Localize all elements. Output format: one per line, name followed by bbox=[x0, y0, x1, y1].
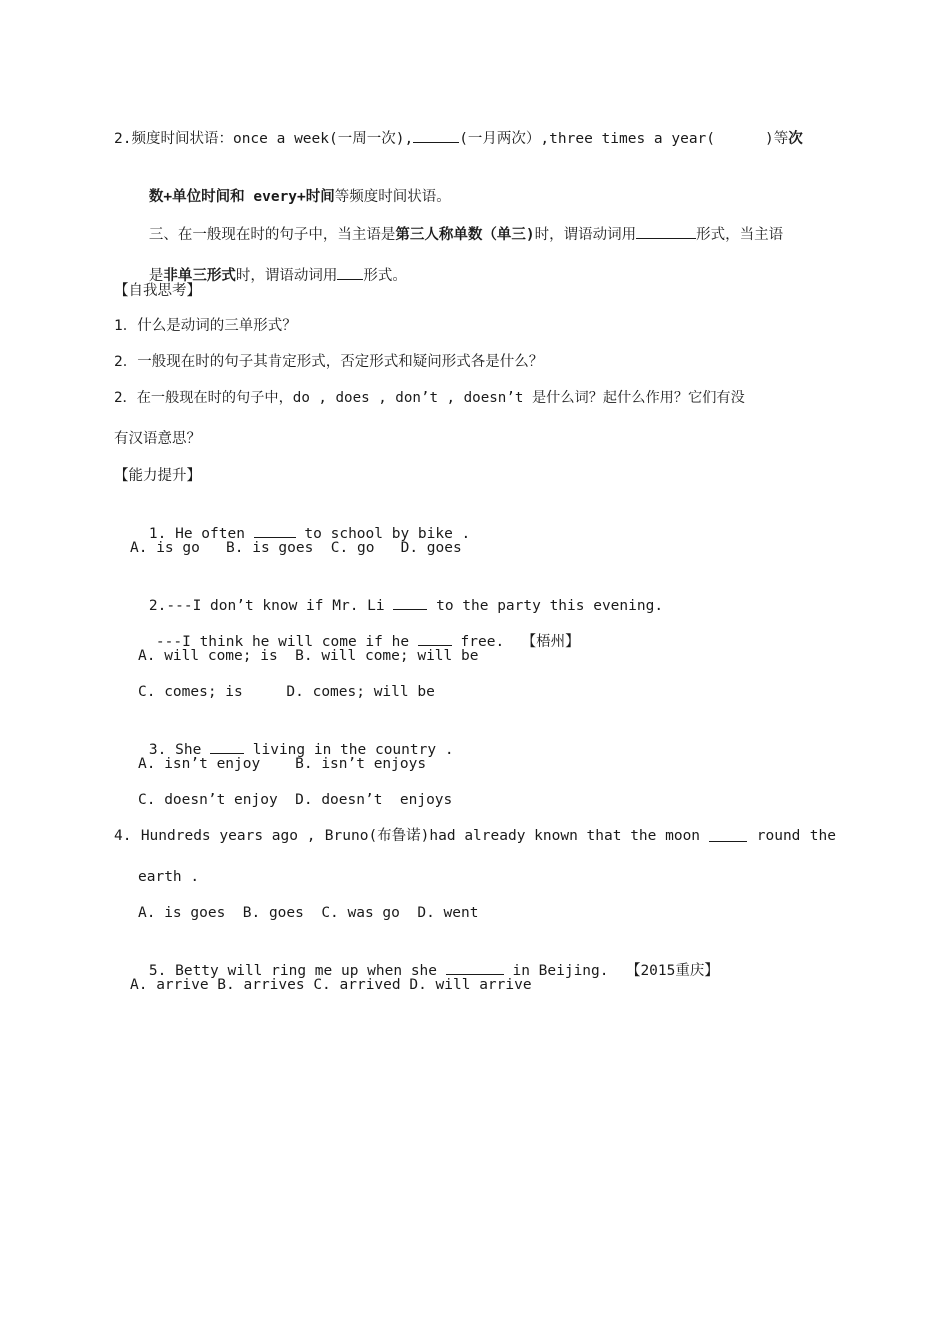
q2-l1-post: to the party this evening. bbox=[427, 598, 664, 614]
item2-mid2: )等 bbox=[765, 131, 789, 147]
ability-q2-options2: C. comes; is D. comes; will be bbox=[138, 684, 435, 700]
blank bbox=[418, 630, 452, 646]
item3-mid: 时，谓语动词用 bbox=[534, 227, 637, 243]
self-think-q3-line1: 2．在一般现在时的句子中，do , does , don’t , doesn’t 是什么词？起什么作用？它们有没 bbox=[114, 390, 745, 406]
blank bbox=[446, 959, 504, 975]
item3-l2-bold: 非单三形式 bbox=[163, 268, 236, 284]
ability-q3-options1: A. isn’t enjoy B. isn’t enjoys bbox=[138, 756, 427, 772]
ability-heading: 【能力提升】 bbox=[114, 468, 201, 484]
item3-rest: 形式，当主语 bbox=[696, 227, 784, 243]
ability-q4-options: A. is goes B. goes C. was go D. went bbox=[138, 905, 479, 921]
q4-part-e: the bbox=[809, 828, 836, 844]
self-think-q2: 2．一般现在时的句子其肯定形式，否定形式和疑问形式各是什么？ bbox=[114, 354, 544, 370]
blank bbox=[413, 127, 459, 143]
self-think-heading: 【自我思考】 bbox=[114, 283, 201, 299]
ability-q5-options: A. arrive B. arrives C. arrived D. will arrive bbox=[130, 977, 532, 993]
item2-rest: 等频度时间状语。 bbox=[334, 189, 451, 205]
item3-l2-prefix: 是 bbox=[148, 268, 164, 284]
grammar-item2-text bbox=[114, 127, 803, 149]
blank bbox=[393, 594, 427, 610]
grammar-item2-line1 bbox=[114, 127, 836, 149]
blank bbox=[636, 223, 696, 239]
item2-prefix: 2.频度时间状语：once a week(一周一次), bbox=[114, 131, 414, 147]
item2-bold: 数+单位时间和 every+时间 bbox=[148, 189, 335, 205]
q4-part-d: round bbox=[756, 828, 801, 844]
ability-q4-line1 bbox=[114, 826, 836, 846]
ability-q1-options: A. is go B. is goes C. go D. goes bbox=[130, 540, 462, 556]
q5-post: in Beijing. 【2015重庆】 bbox=[503, 963, 719, 979]
ability-q2-options1: A. will come; is B. will come; will be bbox=[138, 648, 479, 664]
q5-pre: 5. Betty will ring me up when she bbox=[148, 963, 446, 979]
q4-part-b: Hundreds years ago , bbox=[140, 828, 316, 844]
item3-l2-mid: 时，谓语动词用 bbox=[235, 268, 338, 284]
q1-post: to school by bike . bbox=[295, 526, 471, 542]
ability-q3-options2: C. doesn’t enjoy D. doesn’t enjoys bbox=[138, 792, 453, 808]
q3-post: living in the country . bbox=[244, 742, 454, 758]
item2-mid: (一月两次）,three times a year( bbox=[459, 131, 716, 147]
q2-l2-post: free. 【梧州】 bbox=[451, 634, 580, 650]
blank bbox=[337, 264, 363, 280]
blank bbox=[709, 826, 747, 842]
self-think-q1: 1．什么是动词的三单形式？ bbox=[114, 318, 297, 334]
self-think-q3-line2: 有汉语意思？ bbox=[114, 431, 201, 447]
blank bbox=[210, 738, 244, 754]
item3-prefix: 三、在一般现在时的句子中，当主语是 bbox=[148, 227, 396, 243]
q4-number: 4. bbox=[114, 828, 132, 844]
q3-pre: 3. She bbox=[148, 742, 211, 758]
blank bbox=[254, 522, 296, 538]
ability-q4-line2: earth . bbox=[138, 869, 200, 885]
item3-l2-rest: 形式。 bbox=[363, 268, 407, 284]
q4-part-c: Bruno(布鲁诺)had already known that the moon bbox=[324, 828, 701, 844]
q1-pre: 1. He often bbox=[148, 526, 254, 542]
q2-l2-pre: ---I think he will come if he bbox=[155, 634, 418, 650]
q2-l1-pre: 2.---I don’t know if Mr. Li bbox=[148, 598, 394, 614]
item3-bold: 第三人称单数（单三) bbox=[395, 227, 535, 243]
item2-bold-end: 次 bbox=[788, 131, 803, 147]
